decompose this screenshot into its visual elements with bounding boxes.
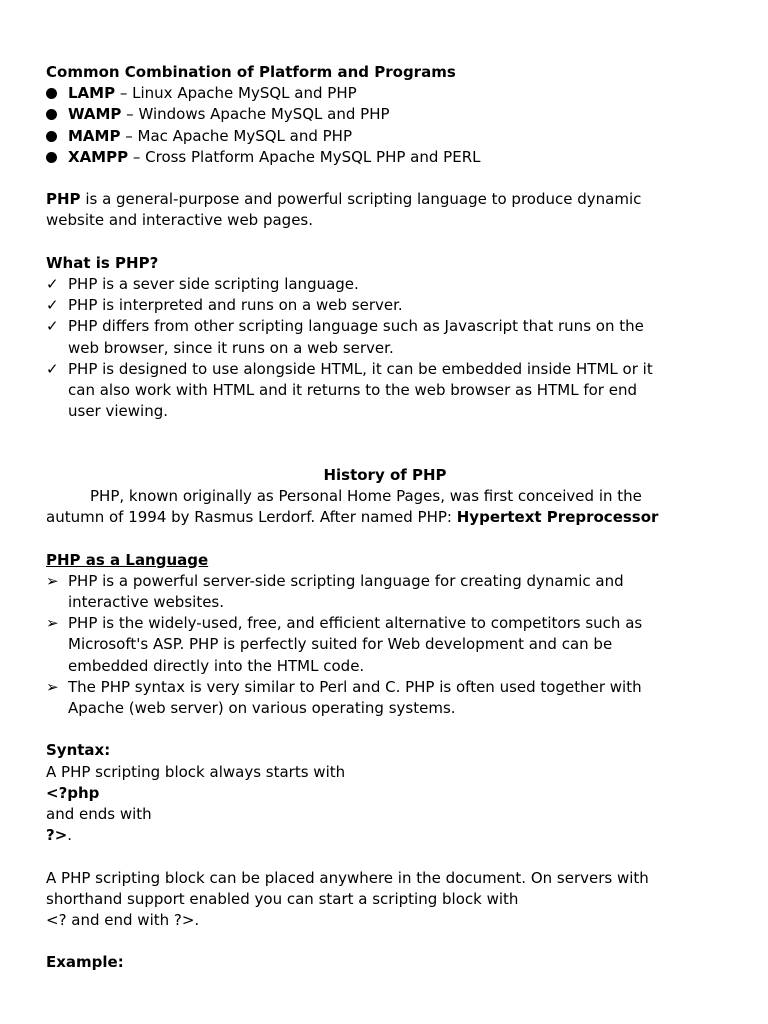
syntax-close-period: . [67,826,73,845]
combination-heading: Common Combination of Platform and Programs [46,63,456,81]
stack-name: MAMP [68,126,121,145]
history-line-2: autumn of 1994 by Rasmus Lerdorf. After named PHP: [46,508,457,527]
stack-desc: – Linux Apache MySQL and PHP [115,84,357,103]
list-item-text: web browser, since it runs on a web server. [68,338,394,357]
checkmark-icon: ✓ [46,317,59,336]
list-item [46,571,724,613]
list-item-text: can also work with HTML and it returns to the web browser as HTML for end [68,381,637,400]
intro-term: PHP [46,190,81,209]
list-item [46,274,724,295]
placement-line-1: A PHP scripting block can be placed anywhere in the document. On servers with [46,868,649,887]
stack-name: LAMP [68,84,116,103]
list-item-text: PHP is the widely-used, free, and efficient alternative to competitors such as [68,614,643,633]
language-list [46,571,724,719]
history-paragraph [46,486,724,528]
list-item-text: Microsoft's ASP. PHP is perfectly suited for Web development and can be [68,635,613,654]
checkmark-icon: ✓ [46,359,59,378]
syntax-line-1: A PHP scripting block always starts with [46,762,346,781]
list-item [46,83,724,104]
list-item-text: PHP differs from other scripting language such as Javascript that runs on the [68,317,644,336]
history-heading: History of PHP [323,465,447,484]
intro-line-2: website and interactive web pages. [46,211,314,230]
bullet-icon [46,147,64,169]
syntax-line-3: and ends with [46,805,152,824]
placement-paragraph [46,868,724,932]
syntax-close-tag: ?> [46,826,68,845]
list-item [46,613,724,677]
list-item-text: user viewing. [68,402,168,421]
syntax-heading: Syntax: [46,741,111,760]
list-item [46,316,724,358]
arrow-bullet-icon: ➢ [46,677,59,696]
language-heading: PHP as a Language [46,550,209,569]
what-is-list [46,274,724,422]
list-item [46,295,724,316]
list-item-text: The PHP syntax is very similar to Perl and C. PHP is often used together with [68,677,642,696]
stack-desc: – Cross Platform Apache MySQL PHP and PERL [128,147,481,166]
stack-desc: – Mac Apache MySQL and PHP [120,126,353,145]
bullet-icon [46,126,64,148]
example-heading: Example: [46,953,124,972]
what-is-heading: What is PHP? [46,253,159,272]
intro-paragraph [46,189,724,231]
bullet-icon [46,83,64,105]
stack-name: WAMP [68,105,122,124]
placement-line-2: shorthand support enabled you can start a scripting block with [46,889,519,908]
list-item [46,104,724,125]
bullet-icon [46,104,64,126]
list-item [46,147,724,168]
arrow-bullet-icon: ➢ [46,571,59,590]
combination-list [46,83,724,168]
list-item-text: interactive websites. [68,593,225,612]
stack-name: XAMPP [68,147,129,166]
list-item [46,359,724,423]
list-item-text: PHP is interpreted and runs on a web server. [68,296,403,315]
list-item [46,126,724,147]
checkmark-icon: ✓ [46,296,59,315]
list-item [46,677,724,719]
list-item-text: PHP is a sever side scripting language. [68,275,359,293]
history-expansion: Hypertext Preprocessor [456,508,659,527]
placement-line-3: <? and end with ?>. [46,911,200,930]
list-item-text: PHP is designed to use alongside HTML, it can be embedded inside HTML or it [68,359,653,378]
arrow-bullet-icon: ➢ [46,614,59,633]
stack-desc: – Windows Apache MySQL and PHP [121,105,390,124]
list-item-text: PHP is a powerful server-side scripting language for creating dynamic and [68,571,624,590]
checkmark-icon: ✓ [46,275,59,293]
list-item-text: Apache (web server) on various operating systems. [68,699,456,718]
syntax-open-tag: <?php [46,783,100,802]
intro-line-1: is a general-purpose and powerful scripting language to produce dynamic [80,190,642,209]
history-line-1: PHP, known originally as Personal Home Pages, was first conceived in the [90,487,642,506]
list-item-text: embedded directly into the HTML code. [68,656,365,675]
